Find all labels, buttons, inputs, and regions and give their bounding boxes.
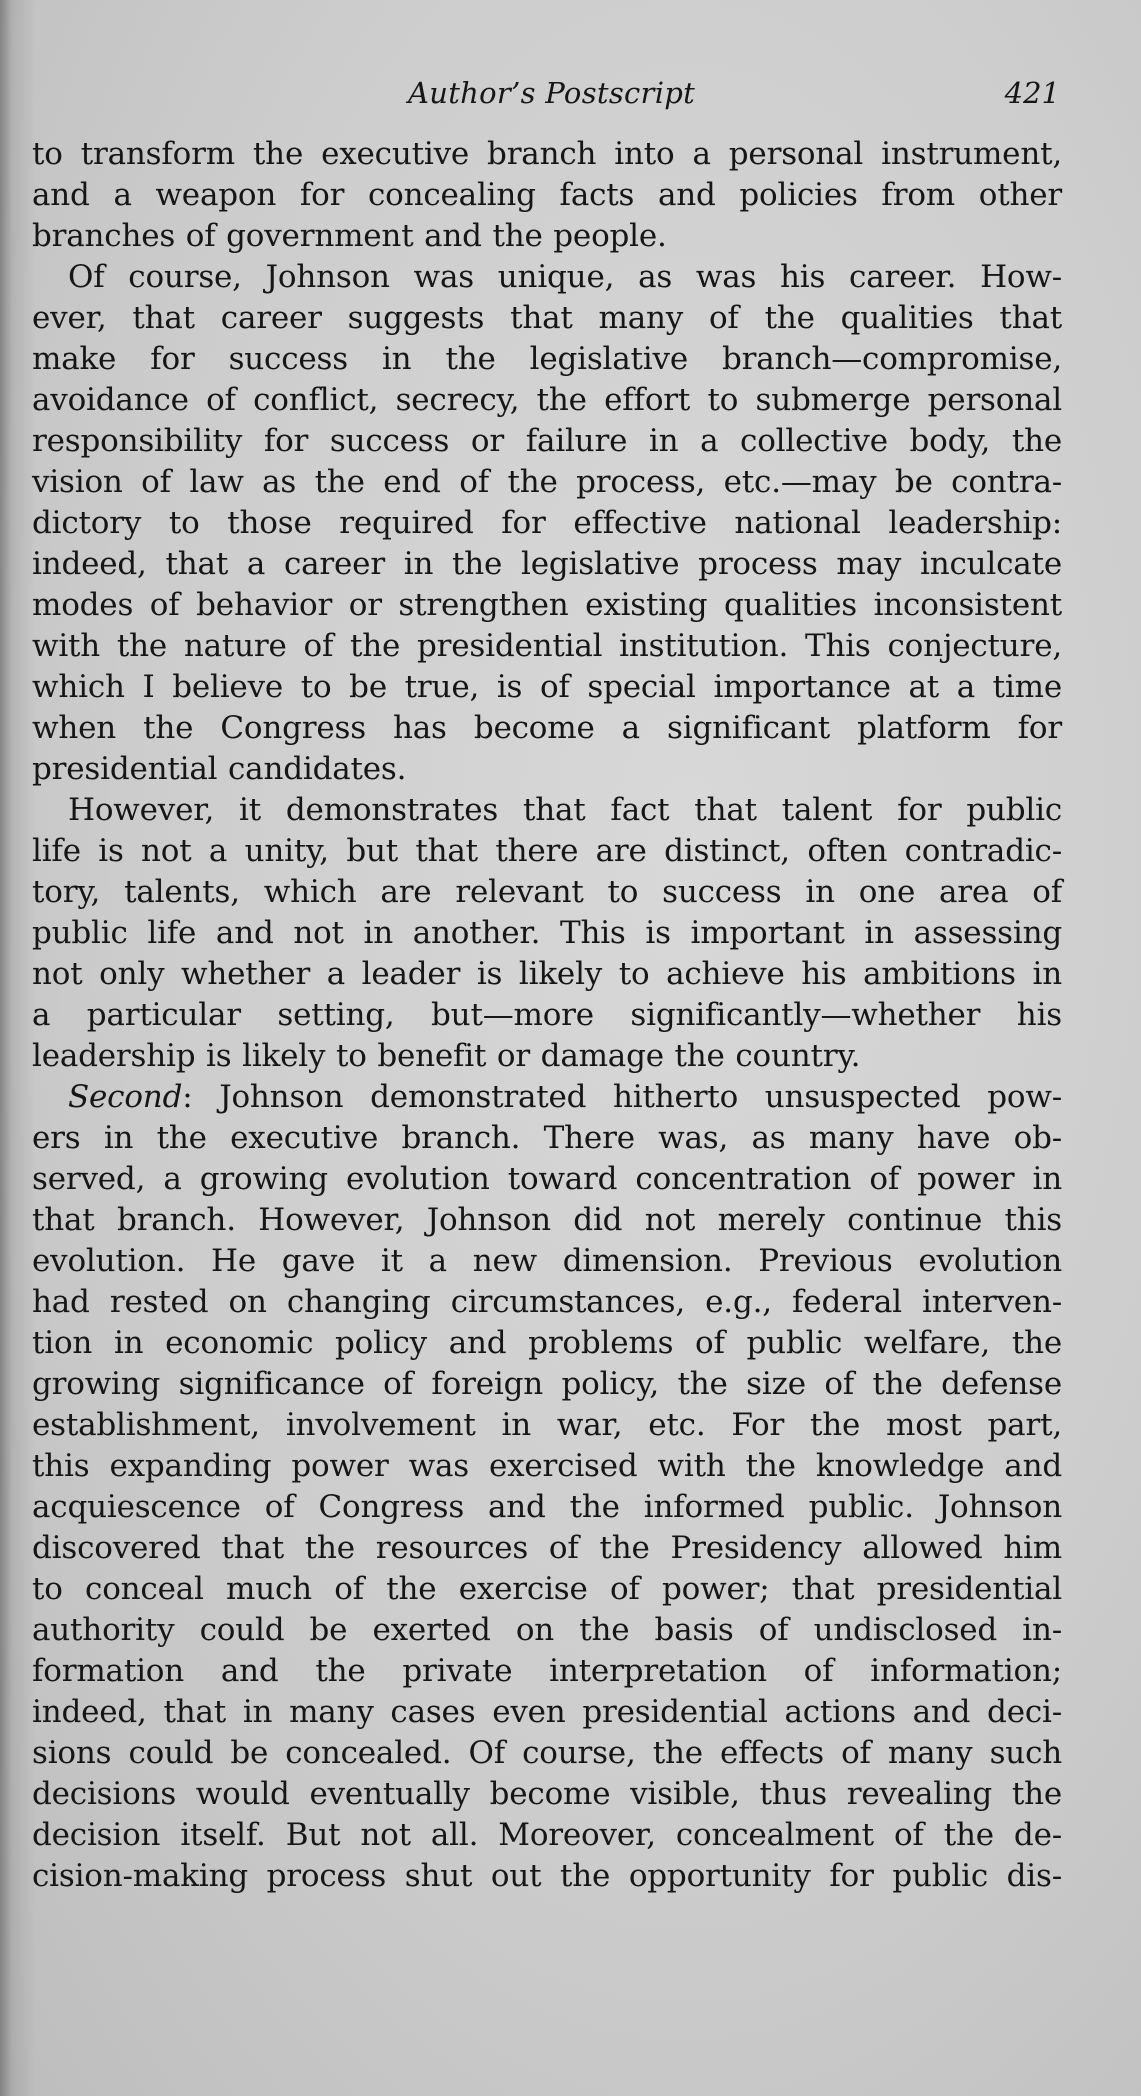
text-line: presidential candidates. bbox=[32, 751, 407, 787]
text-line: authority could be exerted on the basis of undisclosed in- bbox=[32, 1612, 1062, 1648]
paragraph-3 bbox=[32, 790, 1062, 1077]
text-line: avoidance of conflict, secrecy, the effort to submerge personal bbox=[32, 382, 1062, 418]
text-line: dictory to those required for effective national leadership: bbox=[32, 505, 1062, 541]
text-line: responsibility for success or failure in a collective body, the bbox=[32, 423, 1062, 459]
text-line: public life and not in another. This is important in assessing bbox=[32, 915, 1062, 951]
paragraph-1 bbox=[32, 134, 1062, 257]
paragraph-2 bbox=[32, 257, 1062, 790]
text-line: discovered that the resources of the Presidency allowed him bbox=[32, 1530, 1062, 1566]
text-line: make for success in the legislative branch—compromise, bbox=[32, 341, 1062, 377]
text-line: that branch. However, Johnson did not merely continue this bbox=[32, 1202, 1062, 1238]
text-line: had rested on changing circumstances, e.g., federal interven- bbox=[32, 1284, 1062, 1320]
text-line: acquiescence of Congress and the informed public. Johnson bbox=[32, 1489, 1062, 1525]
text-line: sions could be concealed. Of course, the effects of many such bbox=[32, 1735, 1062, 1771]
text-line: evolution. He gave it a new dimension. Previous evolution bbox=[32, 1243, 1062, 1279]
text-line: ever, that career suggests that many of the qualities that bbox=[32, 300, 1062, 336]
text-line: decision itself. But not all. Moreover, concealment of the de- bbox=[32, 1817, 1062, 1853]
text-line: cision-making process shut out the opportunity for public dis- bbox=[32, 1858, 1062, 1894]
text-line: decisions would eventually become visible, thus revealing the bbox=[32, 1776, 1062, 1812]
paragraph-4 bbox=[32, 1077, 1062, 1897]
lead-line-rest: : Johnson demonstrated hitherto unsuspected pow- bbox=[182, 1079, 1062, 1115]
text-line: not only whether a leader is likely to achieve his ambitions in bbox=[32, 956, 1062, 992]
text-line: with the nature of the presidential institution. This conjecture, bbox=[32, 628, 1062, 664]
text-line: indeed, that in many cases even presidential actions and deci- bbox=[32, 1694, 1062, 1730]
text-line: branches of government and the people. bbox=[32, 218, 667, 254]
text-line: establishment, involvement in war, etc. For the most part, bbox=[32, 1407, 1062, 1443]
text-line bbox=[32, 1077, 1062, 1118]
page-number: 421 bbox=[1004, 76, 1060, 110]
body-text bbox=[32, 134, 1062, 1897]
text-line: which I believe to be true, is of special importance at a time bbox=[32, 669, 1062, 705]
text-line: However, it demonstrates that fact that talent for public bbox=[68, 792, 1062, 828]
text-line: and a weapon for concealing facts and policies from other bbox=[32, 177, 1062, 213]
running-head bbox=[30, 76, 1060, 120]
text-line: growing significance of foreign policy, the size of the defense bbox=[32, 1366, 1062, 1402]
running-title: Author’s Postscript bbox=[408, 76, 696, 110]
text-line: tion in economic policy and problems of public welfare, the bbox=[32, 1325, 1062, 1361]
text-line: ers in the executive branch. There was, as many have ob- bbox=[32, 1120, 1062, 1156]
text-line: vision of law as the end of the process, etc.—may be contra- bbox=[32, 464, 1062, 500]
text-line: life is not a unity, but that there are distinct, often contradic- bbox=[32, 833, 1062, 869]
text-line: indeed, that a career in the legislative process may inculcate bbox=[32, 546, 1062, 582]
text-line: tory, talents, which are relevant to success in one area of bbox=[32, 874, 1062, 910]
text-line: when the Congress has become a significant platform for bbox=[32, 710, 1062, 746]
text-line: Of course, Johnson was unique, as was his career. How- bbox=[68, 259, 1062, 295]
text-line: formation and the private interpretation of information; bbox=[32, 1653, 1062, 1689]
text-line: leadership is likely to benefit or damage the country. bbox=[32, 1038, 861, 1074]
text-line: to transform the executive branch into a personal instrument, bbox=[32, 136, 1062, 172]
text-line: to conceal much of the exercise of power; that presidential bbox=[32, 1571, 1062, 1607]
text-line: this expanding power was exercised with the knowledge and bbox=[32, 1448, 1062, 1484]
text-line: modes of behavior or strengthen existing qualities inconsistent bbox=[32, 587, 1062, 623]
text-line: served, a growing evolution toward concentration of power in bbox=[32, 1161, 1062, 1197]
lead-word: Second bbox=[68, 1079, 183, 1115]
text-line: a particular setting, but—more significantly—whether his bbox=[32, 997, 1062, 1033]
